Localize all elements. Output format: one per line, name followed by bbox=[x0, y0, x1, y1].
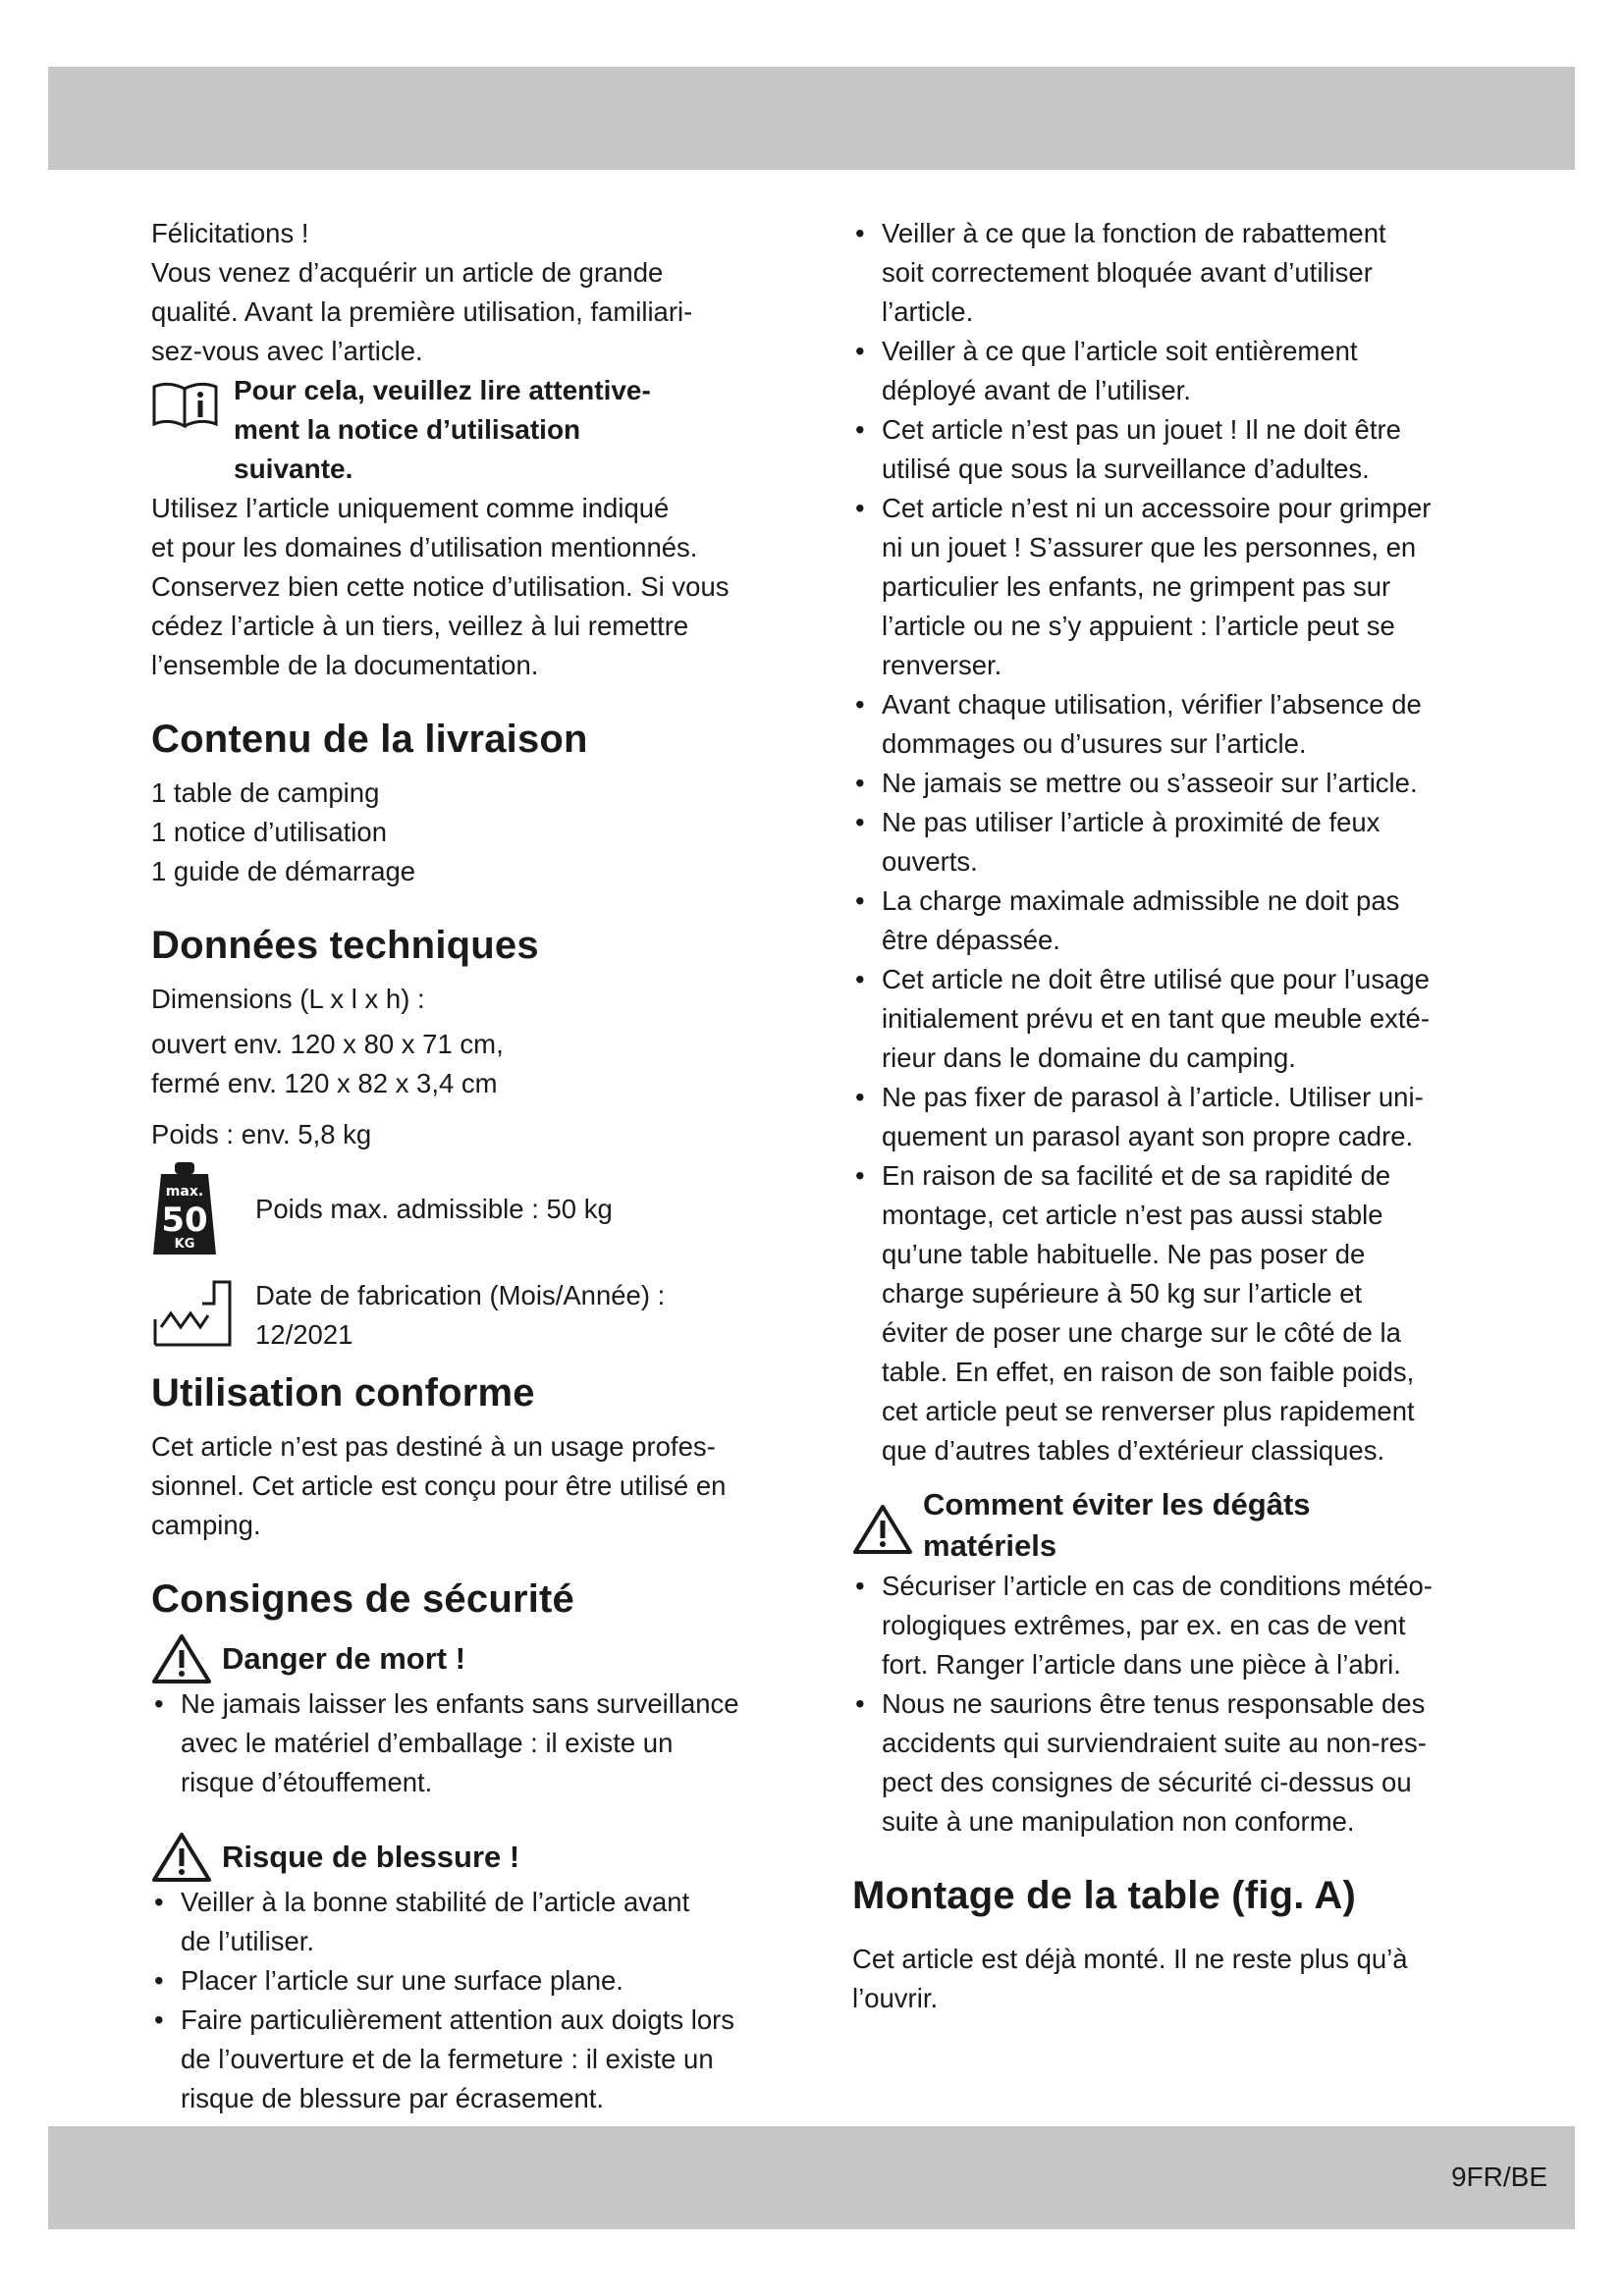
contents-item: 1 notice d’utilisation bbox=[151, 817, 388, 847]
page-number: 9FR/BE bbox=[1450, 2162, 1547, 2192]
list-item-line: • La charge maximale admissible ne doit pas bbox=[882, 885, 1400, 916]
list-item-line: suite à une manipulation non conforme. bbox=[882, 1806, 1355, 1837]
safety-heading: Consignes de sécurité bbox=[151, 1577, 574, 1621]
list-item-line: utilisé que sous la surveillance d’adultes. bbox=[882, 454, 1370, 484]
weight-icon-unit: KG bbox=[174, 1237, 195, 1252]
list-item bbox=[852, 1156, 1481, 1470]
max-load-text: Poids max. admissible : 50 kg bbox=[255, 1194, 613, 1224]
intro-line: qualité. Avant la première utilisation, familiari- bbox=[151, 296, 693, 327]
intro-line: Félicitations ! bbox=[151, 218, 309, 248]
assembly-heading: Montage de la table (fig. A) bbox=[852, 1874, 1357, 1917]
list-item-line: particulier les enfants, ne grimpent pas sur bbox=[882, 571, 1391, 602]
list-item-line: • Ne pas utiliser l’article à proximité de feux bbox=[882, 807, 1380, 837]
body-line: Conservez bien cette notice d’utilisation. Si vous bbox=[151, 571, 730, 602]
technical-heading: Données techniques bbox=[151, 924, 539, 967]
injury-list bbox=[151, 1883, 780, 2118]
list-item-line: cet article peut se renverser plus rapidement bbox=[882, 1396, 1415, 1426]
list-item-line: • Ne jamais laisser les enfants sans surveillance bbox=[181, 1688, 739, 1719]
list-item-line: éviter de poser une charge sur le côté de la bbox=[882, 1317, 1401, 1348]
list-item-line: • Avant chaque utilisation, vérifier l’absence de bbox=[882, 689, 1422, 720]
injury-heading bbox=[151, 1832, 780, 1883]
intended-use-line: camping. bbox=[151, 1510, 261, 1540]
notice-line: suivante. bbox=[234, 454, 353, 484]
danger-list bbox=[151, 1684, 780, 1802]
open-book-info-icon bbox=[151, 375, 222, 432]
list-item-line: soit correctement bloquée avant d’utiliser bbox=[882, 257, 1373, 288]
list-item-line: risque d’étouffement. bbox=[181, 1767, 433, 1797]
weight-icon-value: 50 bbox=[161, 1201, 208, 1240]
list-item-line: • Veiller à ce que l’article soit entièrement bbox=[882, 336, 1358, 366]
list-item-line: quement un parasol ayant son propre cadre. bbox=[882, 1121, 1414, 1151]
list-item-line: être dépassée. bbox=[882, 925, 1060, 955]
list-item-line: • Veiller à la bonne stabilité de l’article avant bbox=[181, 1887, 690, 1917]
list-item-line: • Sécuriser l’article en cas de conditions météo- bbox=[882, 1571, 1433, 1601]
list-item-line: • Faire particulièrement attention aux doigts lors bbox=[181, 2004, 735, 2035]
material-damage-heading bbox=[852, 1484, 1481, 1567]
dimensions-closed: fermé env. 120 x 82 x 3,4 cm bbox=[151, 1068, 498, 1098]
list-item-line: fort. Ranger l’article dans une pièce à l’abri. bbox=[882, 1649, 1401, 1680]
right-column bbox=[852, 214, 1481, 2018]
injury-list-continued bbox=[852, 214, 1481, 1470]
list-item bbox=[852, 960, 1481, 1078]
manufacture-date-icon bbox=[151, 1276, 234, 1349]
warning-triangle-icon bbox=[852, 1504, 913, 1555]
list-item-line: table. En effet, en raison de son faible poids, bbox=[882, 1357, 1415, 1387]
list-item-line: montage, cet article n’est pas aussi stable bbox=[882, 1200, 1383, 1230]
list-item-line: l’article. bbox=[882, 296, 974, 327]
intended-use-line: sionnel. Cet article est conçu pour être utilisé en bbox=[151, 1470, 727, 1501]
injury-title: Risque de blessure ! bbox=[222, 1840, 520, 1874]
body-line: l’ensemble de la documentation. bbox=[151, 650, 539, 680]
list-item-line: ouverts. bbox=[882, 846, 978, 877]
body-line: Utilisez l’article uniquement comme indiqué bbox=[151, 493, 670, 523]
manufacture-row bbox=[151, 1276, 780, 1355]
contents-item: 1 table de camping bbox=[151, 777, 380, 808]
list-item-line: • En raison de sa facilité et de sa rapidité de bbox=[882, 1160, 1391, 1191]
list-item bbox=[852, 803, 1481, 881]
warning-triangle-icon bbox=[151, 1832, 212, 1883]
weight-max-icon bbox=[151, 1160, 218, 1258]
danger-heading bbox=[151, 1633, 780, 1684]
list-item-line: de l’ouverture et de la fermeture : il existe un bbox=[181, 2044, 714, 2074]
material-list bbox=[852, 1567, 1481, 1842]
list-item-line: avec le matériel d’emballage : il existe un bbox=[181, 1728, 674, 1758]
list-item-line: rieur dans le domaine du camping. bbox=[882, 1042, 1296, 1073]
read-manual-notice bbox=[151, 371, 780, 489]
list-item-line: • Cet article ne doit être utilisé que pour l’usage bbox=[882, 964, 1430, 994]
material-title-line: matériels bbox=[923, 1528, 1057, 1563]
manufacture-label: Date de fabrication (Mois/Année) : bbox=[255, 1280, 666, 1310]
dimensions-label: Dimensions (L x l x h) : bbox=[151, 984, 425, 1014]
list-item-line: • Cet article n’est pas un jouet ! Il ne doit être bbox=[882, 414, 1401, 445]
list-item bbox=[852, 332, 1481, 410]
intro-line: Vous venez d’acquérir un article de grande bbox=[151, 257, 664, 288]
intended-use-heading: Utilisation conforme bbox=[151, 1371, 535, 1415]
assembly-line: l’ouvrir. bbox=[852, 1983, 939, 2013]
list-item-line: charge supérieure à 50 kg sur l’article et bbox=[882, 1278, 1363, 1308]
list-item-line: que d’autres tables d’extérieur classiques. bbox=[882, 1435, 1385, 1466]
list-item-line: initialement prévu et en tant que meuble exté- bbox=[882, 1003, 1430, 1034]
list-item-line: • Ne pas fixer de parasol à l’article. Utiliser uni- bbox=[882, 1082, 1424, 1112]
list-item bbox=[151, 1883, 780, 1961]
list-item-line: • Cet article n’est ni un accessoire pour grimper bbox=[882, 493, 1432, 523]
list-item-line: • Veiller à ce que la fonction de rabattement bbox=[882, 218, 1386, 248]
weight-icon-max: max. bbox=[165, 1184, 204, 1200]
body-line: cédez l’article à un tiers, veillez à lui remettre bbox=[151, 611, 689, 641]
weight-value: Poids : env. 5,8 kg bbox=[151, 1119, 372, 1149]
footer-band bbox=[48, 2126, 1575, 2229]
list-item bbox=[852, 214, 1481, 332]
notice-line: Pour cela, veuillez lire attentive- bbox=[234, 375, 651, 405]
list-item-line: • Placer l’article sur une surface plane. bbox=[181, 1965, 623, 1996]
list-item-line: de l’utiliser. bbox=[181, 1926, 315, 1956]
list-item bbox=[151, 1961, 780, 2001]
material-title-line: Comment éviter les dégâts bbox=[923, 1487, 1311, 1522]
list-item-line: déployé avant de l’utiliser. bbox=[882, 375, 1191, 405]
assembly-line: Cet article est déjà monté. Il ne reste plus qu’à bbox=[852, 1944, 1408, 1974]
list-item bbox=[852, 489, 1481, 685]
list-item-line: • Nous ne saurions être tenus responsable des bbox=[882, 1688, 1426, 1719]
list-item bbox=[852, 1684, 1481, 1842]
list-item bbox=[852, 764, 1481, 803]
list-item bbox=[852, 410, 1481, 489]
max-load-row bbox=[151, 1160, 780, 1258]
list-item-line: l’article ou ne s’y appuient : l’article peut se bbox=[882, 611, 1395, 641]
list-item-line: • Ne jamais se mettre ou s’asseoir sur l’article. bbox=[882, 768, 1418, 798]
left-column bbox=[151, 214, 780, 2118]
list-item bbox=[151, 2001, 780, 2118]
manufacture-date: 12/2021 bbox=[255, 1319, 353, 1350]
list-item bbox=[852, 685, 1481, 764]
dimensions-open: ouvert env. 120 x 80 x 71 cm, bbox=[151, 1029, 504, 1059]
intro-line: sez-vous avec l’article. bbox=[151, 336, 423, 366]
list-item bbox=[151, 1684, 780, 1802]
body-line: et pour les domaines d’utilisation mentionnés. bbox=[151, 532, 698, 562]
list-item-line: renverser. bbox=[882, 650, 1002, 680]
list-item-line: pect des consignes de sécurité ci-dessus ou bbox=[882, 1767, 1412, 1797]
list-item bbox=[852, 1078, 1481, 1156]
contents-heading: Contenu de la livraison bbox=[151, 718, 588, 761]
intended-use-line: Cet article n’est pas destiné à un usage profes- bbox=[151, 1431, 716, 1462]
contents-item: 1 guide de démarrage bbox=[151, 856, 416, 886]
list-item bbox=[852, 881, 1481, 960]
list-item-line: rologiques extrêmes, par ex. en cas de vent bbox=[882, 1610, 1406, 1640]
list-item-line: ni un jouet ! S’assurer que les personnes, en bbox=[882, 532, 1417, 562]
warning-triangle-icon bbox=[151, 1633, 212, 1684]
list-item bbox=[852, 1567, 1481, 1684]
danger-title: Danger de mort ! bbox=[222, 1641, 466, 1676]
list-item-line: accidents qui surviendraient suite au non-res- bbox=[882, 1728, 1427, 1758]
list-item-line: qu’une table habituelle. Ne pas poser de bbox=[882, 1239, 1366, 1269]
list-item-line: dommages ou d’usures sur l’article. bbox=[882, 728, 1307, 759]
list-item-line: risque de blessure par écrasement. bbox=[181, 2083, 605, 2113]
notice-line: ment la notice d’utilisation bbox=[234, 414, 581, 445]
header-band bbox=[48, 67, 1575, 170]
